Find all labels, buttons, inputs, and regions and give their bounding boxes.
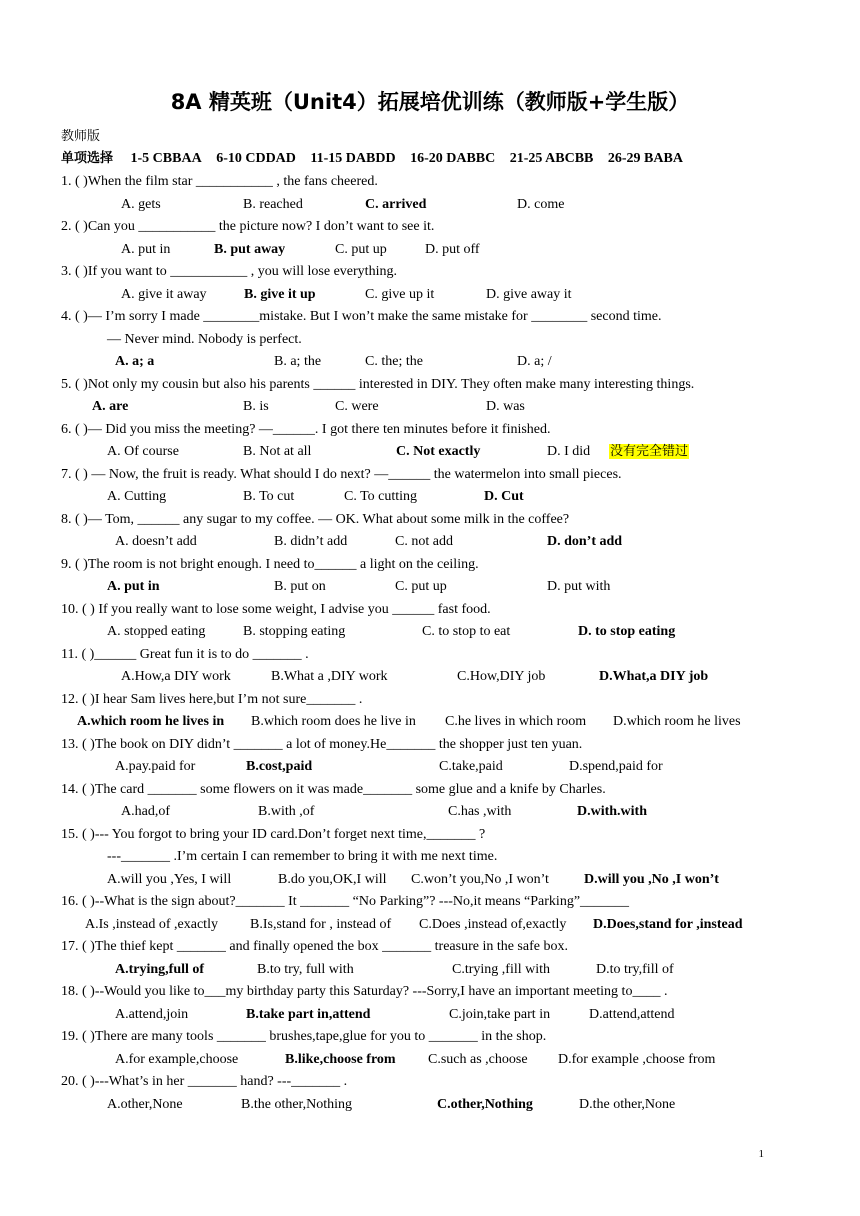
answer-option: C.has ,with <box>448 804 512 819</box>
answer-option: C.Does ,instead of,exactly <box>419 917 567 932</box>
answer-key-group: 16-20 DABBC <box>410 151 496 166</box>
answer-option: C. give up it <box>365 287 435 302</box>
answer-option: B.with ,of <box>258 804 315 819</box>
answer-option: A.Is ,instead of ,exactly <box>85 917 218 932</box>
answer-option: A.for example,choose <box>115 1052 239 1067</box>
answer-option: C.won’t you,No ,I won’t <box>411 872 549 887</box>
answer-option: A. put in <box>121 242 171 257</box>
question-text: 19. ( )There are many tools _______ brushes,tape,glue for you to _______ in the shop. <box>61 1029 547 1044</box>
answer-option: C.such as ,choose <box>428 1052 528 1067</box>
answer-option: C. put up <box>395 579 447 594</box>
answer-key-group: 1-5 CBBAA <box>130 151 202 166</box>
answer-option: A.which room he lives in <box>77 714 225 729</box>
question-text: 12. ( )I hear Sam lives here,but I’m not sure_______ . <box>61 692 363 707</box>
answer-option: B. is <box>243 399 269 414</box>
answer-option: A.other,None <box>107 1097 183 1112</box>
answer-option: A. a; a <box>115 354 155 369</box>
answer-option: D.attend,attend <box>589 1007 675 1022</box>
answer-option: D.spend,paid for <box>569 759 663 774</box>
answer-option: B.do you,OK,I will <box>278 872 387 887</box>
question-text: ---_______ .I’m certain I can remember to bring it with me next time. <box>107 849 498 864</box>
answer-option: D.with.with <box>577 804 648 819</box>
answer-option: A. put in <box>107 579 160 594</box>
question-text: 18. ( )--Would you like to___my birthday party this Saturday? ---Sorry,I have an important meeting to____ . <box>61 984 668 999</box>
answer-key-group: 6-10 CDDAD <box>216 151 296 166</box>
answer-option: C.trying ,fill with <box>452 962 550 977</box>
answer-option: B.cost,paid <box>246 759 313 774</box>
answer-key-group: 21-25 ABCBB <box>509 151 594 166</box>
answer-option: B. Not at all <box>243 444 312 459</box>
answer-option: A. gets <box>121 197 161 212</box>
answer-option: B. To cut <box>243 489 295 504</box>
answer-option: C.take,paid <box>439 759 503 774</box>
answer-option: D.for example ,choose from <box>558 1052 716 1067</box>
answer-option: B. stopping eating <box>243 624 346 639</box>
answer-option: D. put off <box>425 242 480 257</box>
question-text: 16. ( )--What is the sign about?_______ It _______ “No Parking”? ---No,it means “Parking”_______ <box>61 894 630 909</box>
answer-option: D. Cut <box>484 489 524 504</box>
answer-option: D.the other,None <box>579 1097 676 1112</box>
answer-option: A. give it away <box>121 287 207 302</box>
question-text: 5. ( )Not only my cousin but also his parents ______ interested in DIY. They often make many interesting things. <box>61 377 695 392</box>
answer-key <box>61 150 683 168</box>
answer-option: C.other,Nothing <box>437 1097 533 1112</box>
answer-option: A.will you ,Yes, I will <box>107 872 232 887</box>
page-title: 8A 精英班（Unit4）拓展培优训练（教师版+学生版） <box>170 90 690 114</box>
answer-option: B. give it up <box>244 287 316 302</box>
answer-option: D. give away it <box>486 287 572 302</box>
answer-option: B. didn’t add <box>274 534 348 549</box>
answer-option: C. To cutting <box>344 489 418 504</box>
answer-option: B.to try, full with <box>257 962 354 977</box>
answer-option: D. a; / <box>517 354 552 369</box>
answer-option: D.What,a DIY job <box>599 669 709 684</box>
answer-option: C. the; the <box>365 354 423 369</box>
answer-option: B. reached <box>243 197 303 212</box>
answer-option: D. don’t add <box>547 534 623 549</box>
question-text: 7. ( ) — Now, the fruit is ready. What should I do next? —______ the watermelon into small pieces. <box>61 467 622 482</box>
answer-option: A. stopped eating <box>107 624 206 639</box>
answer-option: C. to stop to eat <box>422 624 511 639</box>
answer-option: B.take part in,attend <box>246 1007 371 1022</box>
answer-option: B. put on <box>274 579 326 594</box>
answer-option: D.which room he lives <box>613 714 741 729</box>
answer-option: C.How,DIY job <box>457 669 546 684</box>
answer-option: C. not add <box>395 534 453 549</box>
answer-option: D.Does,stand for ,instead <box>593 917 743 932</box>
question-text: 14. ( )The card _______ some flowers on it was made_______ some glue and a knife by Charles. <box>61 782 606 797</box>
answer-option: A. doesn’t add <box>115 534 197 549</box>
answer-option: A.How,a DIY work <box>121 669 231 684</box>
question-text: 4. ( )— I’m sorry I made ________mistake. But I won’t make the same mistake for ________ second time. <box>61 309 662 324</box>
answer-option: B.like,choose from <box>285 1052 396 1067</box>
answer-option: C.join,take part in <box>449 1007 551 1022</box>
answer-key-label: 单项选择 <box>61 151 114 166</box>
answer-option: A. Cutting <box>107 489 167 504</box>
answer-option: C. were <box>335 399 379 414</box>
answer-option: C. arrived <box>365 197 427 212</box>
answer-key-group: 26-29 BABA <box>607 151 683 166</box>
answer-option: B. a; the <box>274 354 322 369</box>
question-text: 2. ( )Can you ___________ the picture now? I don’t want to see it. <box>61 219 435 234</box>
answer-option: B.What a ,DIY work <box>271 669 388 684</box>
question-text: 3. ( )If you want to ___________ , you will lose everything. <box>61 264 397 279</box>
answer-option: D.will you ,No ,I won’t <box>584 872 719 887</box>
question-text: — Never mind. Nobody is perfect. <box>107 332 302 347</box>
answer-option: A.pay.paid for <box>115 759 196 774</box>
question-text: 13. ( )The book on DIY didn’t _______ a lot of money.He_______ the shopper just ten yuan. <box>61 737 583 752</box>
question-text: 15. ( )--- You forgot to bring your ID card.Don’t forget next time,_______ ? <box>61 827 486 842</box>
answer-option: A. Of course <box>107 444 179 459</box>
answer-option: B. put away <box>214 242 286 257</box>
answer-option: A.attend,join <box>115 1007 189 1022</box>
answer-option: C.he lives in which room <box>445 714 587 729</box>
question-text: 1. ( )When the film star ___________ , the fans cheered. <box>61 174 378 189</box>
page-number: 1 <box>758 1148 764 1160</box>
answer-option: D.to try,fill of <box>596 962 674 977</box>
answer-option: B.which room does he live in <box>251 714 416 729</box>
answer-option: A. are <box>92 399 129 414</box>
answer-option: D. put with <box>547 579 611 594</box>
question-text: 10. ( ) If you really want to lose some weight, I advise you ______ fast food. <box>61 602 491 617</box>
question-text: 17. ( )The thief kept _______ and finally opened the box _______ treasure in the safe box. <box>61 939 568 954</box>
question-text: 20. ( )---What’s in her _______ hand? ---_______ . <box>61 1074 348 1089</box>
question-text: 6. ( )— Did you miss the meeting? —______. I got there ten minutes before it finished. <box>61 422 551 437</box>
edition-label: 教师版 <box>61 129 101 144</box>
answer-option: B.the other,Nothing <box>241 1097 353 1112</box>
answer-option: A.trying,full of <box>115 962 205 977</box>
answer-option: D. to stop eating <box>578 624 676 639</box>
answer-option: B.Is,stand for , instead of <box>250 917 392 932</box>
answer-option: D. I did <box>547 444 591 459</box>
question-text: 11. ( )______ Great fun it is to do _______ . <box>61 647 309 662</box>
question-text: 8. ( )— Tom, ______ any sugar to my coffee. — OK. What about some milk in the coffee? <box>61 512 570 527</box>
answer-option: C. put up <box>335 242 387 257</box>
highlight-note: 没有完全错过 <box>610 444 689 459</box>
answer-option: C. Not exactly <box>396 444 481 459</box>
question-text: 9. ( )The room is not bright enough. I need to______ a light on the ceiling. <box>61 557 479 572</box>
answer-option: A.had,of <box>121 804 170 819</box>
answer-option: D. was <box>486 399 525 414</box>
answer-option: D. come <box>517 197 565 212</box>
answer-key-group: 11-15 DABDD <box>310 151 396 166</box>
